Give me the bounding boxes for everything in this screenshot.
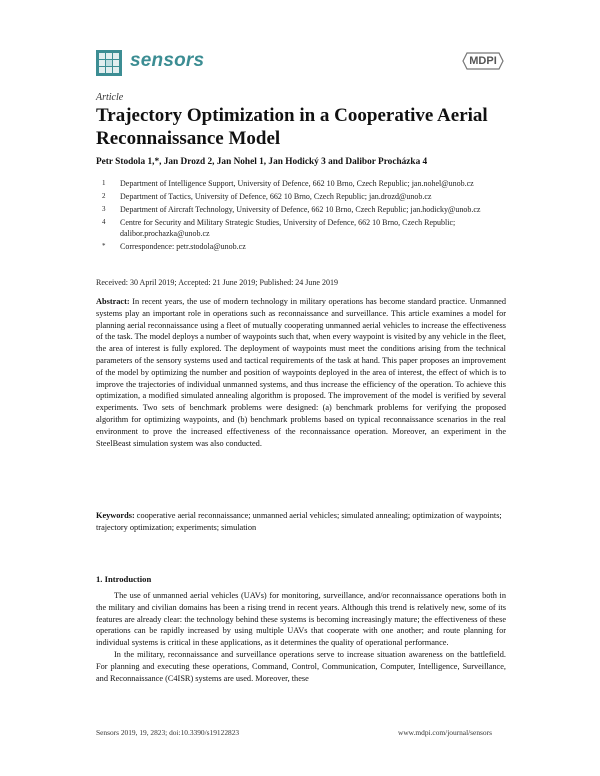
journal-logo-icon (96, 50, 122, 76)
keywords-label: Keywords: (96, 511, 135, 520)
author-list: Petr Stodola 1,*, Jan Drozd 2, Jan Nohel 1, Jan Hodický 3 and Dalibor Procházka 4 (96, 157, 428, 167)
correspondence: * Correspondence: petr.stodola@unob.cz (102, 242, 246, 251)
keywords-text: cooperative aerial reconnaissance; unmanned aerial vehicles; simulated annealing; optimization of waypoints; trajectory optimization; experiments; simulation (96, 511, 502, 532)
section-body (96, 590, 506, 684)
footer-url[interactable]: www.mdpi.com/journal/sensors (398, 728, 492, 737)
paper-title: Trajectory Optimization in a Cooperative Aerial Reconnaissance Model (96, 105, 488, 149)
affiliation-2: 2 Department of Tactics, University of Defence, 662 10 Brno, Czech Republic; jan.drozd@unob.cz (102, 192, 432, 201)
keywords (96, 510, 506, 534)
affiliation-3: 3 Department of Aircraft Technology, University of Defence, 662 10 Brno, Czech Republic; jan.hodicky@unob.cz (102, 205, 481, 214)
affiliations (102, 178, 520, 252)
publisher-logo (462, 52, 504, 70)
affiliation-1: 1 Department of Intelligence Support, University of Defence, 662 10 Brno, Czech Republic; jan.nohel@unob.cz (102, 179, 474, 188)
affiliation-4: 4 Centre for Security and Military Strategic Studies, University of Defence, 662 10 Brno, Czech Republic; dalibor.prochazka@unob.cz (102, 218, 456, 238)
section-heading: 1. Introduction (96, 574, 152, 584)
paragraph: The use of unmanned aerial vehicles (UAVs) for monitoring, surveillance, and/or reconnaissance operations both in the military and civilian domains has been a rising trend in recent years. Although this trend is relatively new, some of its features are already clear: the technology behind these systems is becoming increasingly mature; the effectiveness of these operations can be rapidly increased by using multiple UAVs that cooperate with one another; and route planning for individual systems is critical in these applications, as it determines the quality of operational performance. (96, 591, 506, 648)
publication-dates: Received: 30 April 2019; Accepted: 21 June 2019; Published: 24 June 2019 (96, 278, 338, 287)
paragraph: In the military, reconnaissance and surveillance operations serve to increase situation awareness on the battlefield. For planning and executing these operations, Command, Control, Communication, Computer, Intelligence, Surveillance, and Reconnaissance (C4ISR) systems are used. Moreover, these (96, 649, 506, 683)
footer-citation: Sensors 2019, 19, 2823; doi:10.3390/s19122823 (96, 728, 240, 737)
abstract (96, 296, 506, 449)
abstract-text: In recent years, the use of modern technology in military operations has become standard practice. Unmanned systems play an important role in operations such as reconnaissance and surveillance. This article examines a model for planning aerial reconnaissance using a fleet of mutually cooperating unmanned aerial vehicles to increase the effectiveness of the task. The model deploys a number of waypoints such that, when every waypoint is visited by any vehicle in the fleet, the area of interest is fully explored. The deployment of waypoints must meet the conditions arising from the technical parameters of the sensory systems used and tactical requirements of the task at hand. This paper proposes an improvement of the model by optimizing the number and position of waypoints deployed in the area of interest, the effect of which is to improve the trajectories of individual unmanned systems, and thus increase the efficiency of the operation. To achieve this optimization, a modified simulated annealing algorithm is proposed. The improvement of the model is verified by several experiments. Two sets of benchmark problems were designed: (a) benchmark problems for verifying the proposed algorithm for optimizing waypoints, and (b) benchmark problems based on typical reconnaissance scenarios in the real environment to prove the increased effectiveness of the reconnaissance operation. Moreover, an experiment in the SteelBeast simulation system was also conducted. (96, 297, 507, 448)
abstract-label: Abstract: (96, 297, 130, 306)
publisher-name: MDPI (469, 55, 497, 67)
article-type: Article (96, 92, 124, 103)
journal-name: sensors (130, 50, 205, 71)
